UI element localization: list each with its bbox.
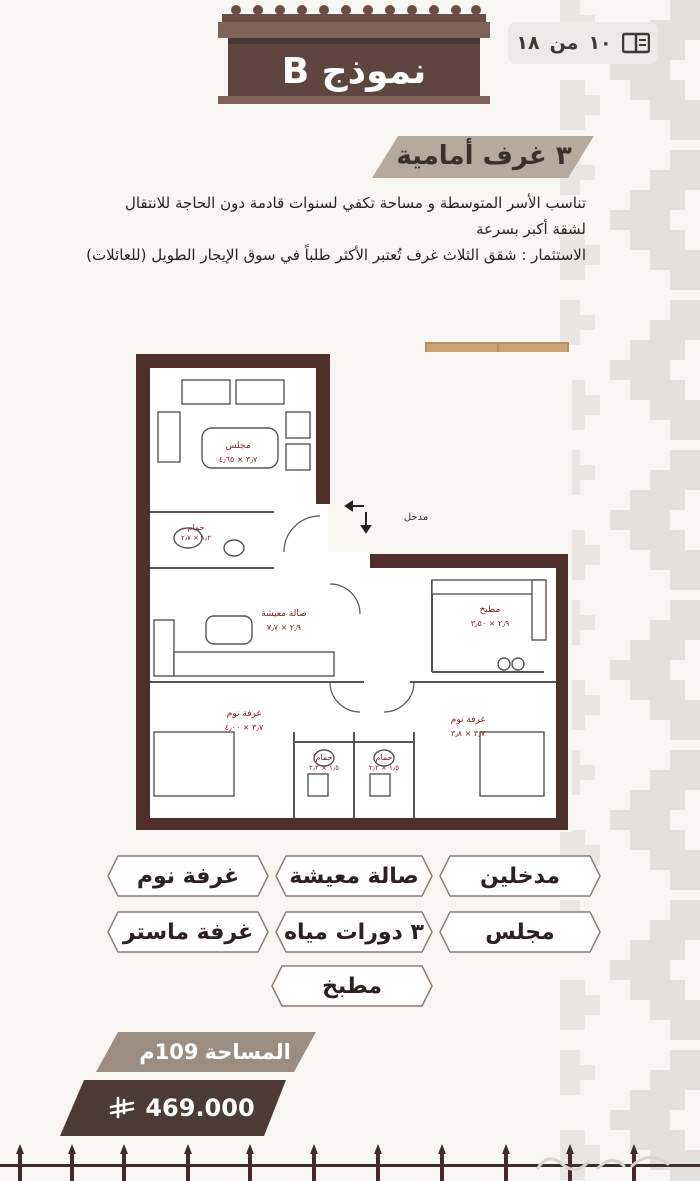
room-size-bath-1: ١٫٢ × ٢٫٧	[181, 534, 211, 542]
feature-bedroom: غرفة نوم	[104, 852, 272, 900]
room-label-bath-1: حمام	[187, 523, 205, 532]
feature-living-room: صالة معيشة	[272, 852, 436, 900]
page-total: ١٨	[516, 32, 540, 54]
feature-master-room: غرفة ماستر	[104, 908, 272, 956]
page-current: ١٠	[588, 32, 612, 54]
feature-majlis: مجلس	[436, 908, 604, 956]
room-label-bedroom-2: غرفة نوم	[450, 715, 486, 725]
area-value: 109م	[139, 1040, 199, 1064]
book-icon	[622, 32, 650, 54]
room-label-kitchen: مطبخ	[479, 605, 501, 615]
room-label-living: صالة معيشة	[261, 609, 307, 619]
price-value: 469.000	[145, 1094, 255, 1122]
subtitle: ٣ غرف أمامية	[396, 141, 572, 171]
feature-two-entrances: مدخلين	[436, 852, 604, 900]
feature-kitchen: مطبخ	[268, 962, 436, 1010]
watermark-logo	[528, 1146, 678, 1176]
price	[92, 1088, 272, 1128]
room-size-living: ٢٫٩ × ٧٫٧	[266, 623, 302, 632]
room-size-majlis: ٣٫٧ × ٤٫٦٥	[218, 455, 258, 464]
description-line-1: تناسب الأسر المتوسطة و مساحة تكفي لسنوات قادمة دون الحاجة للانتقال	[124, 194, 586, 212]
room-label-bath-2: حمام	[315, 753, 333, 762]
room-label-bedroom-1: غرفة نوم	[226, 709, 262, 719]
page-title: نموذج B	[281, 50, 427, 92]
room-size-kitchen: ٢٫٩ × ٣٫٥٠	[470, 619, 510, 628]
riyal-icon	[109, 1095, 135, 1121]
entrance-label: مدخل	[403, 512, 429, 523]
area	[130, 1034, 300, 1070]
page-sep: من	[549, 32, 579, 54]
room-label-majlis: مجلس	[225, 441, 251, 451]
room-size-bedroom-2: ٣٫٧ × ٣٫٨	[450, 729, 486, 738]
description-line-2: لشقة أكبر بسرعة	[475, 220, 586, 238]
description-line-3: الاستثمار : شقق الثلاث غرف تُعتبر الأكثر طلباً في سوق الإيجار الطويل (للعائلات)	[86, 246, 586, 264]
feature-three-bathrooms: ٣ دورات مياه	[272, 908, 436, 956]
room-size-bath-3: ١٫٥ × ٢٫٢	[369, 764, 399, 772]
page-counter[interactable]	[508, 22, 658, 64]
area-label: المساحة	[204, 1040, 291, 1064]
room-size-bedroom-1: ٣٫٧ × ٤٫٠٠	[224, 723, 264, 732]
room-label-bath-3: حمام	[375, 753, 393, 762]
floor-plan	[134, 352, 572, 832]
room-size-bath-2: ١٫٥ × ٢٫٢	[309, 764, 339, 772]
